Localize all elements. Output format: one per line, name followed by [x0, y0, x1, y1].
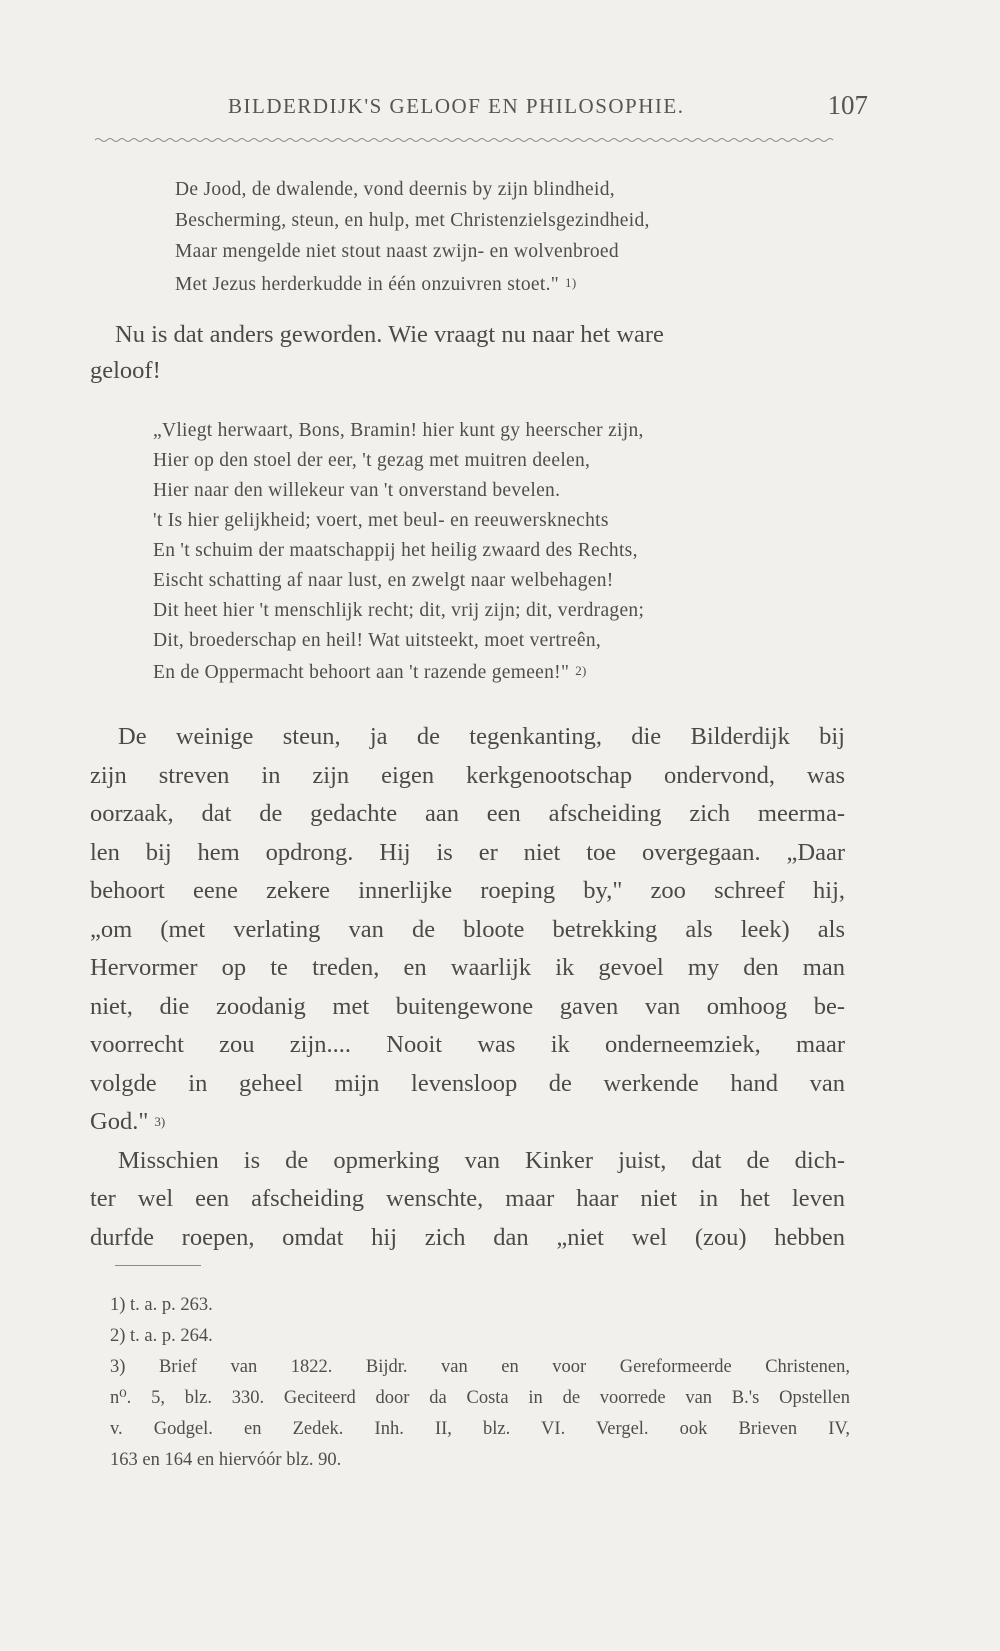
text-line: geloof!: [90, 357, 161, 384]
verse-quote-2: [153, 416, 644, 686]
text-line: Misschien is de opmerking van Kinker juist, dat de dich-: [118, 1146, 845, 1174]
footnote-3-cont: 163 en 164 en hiervóór blz. 90.: [110, 1450, 342, 1470]
verse-line: [153, 656, 644, 686]
verse-line: Maar mengelde niet stout naast zwijn- en wolvenbroed: [175, 241, 619, 262]
text-line: De weinige steun, ja de tegenkanting, die Bilderdijk bij: [118, 723, 845, 750]
text-line: behoort eene zekere innerlijke roeping by," zoo schreef hij,: [90, 877, 845, 904]
text-line: „om (met verlating van de bloote betrekking als leek) als: [90, 915, 845, 943]
verse-line: 't Is hier gelijkheid; voert, met beul- en reeuwersknechts: [153, 510, 609, 531]
running-title: BILDERDIJK'S GELOOF EN PHILOSOPHIE.: [228, 94, 685, 118]
header-rule: [95, 137, 835, 143]
text-line: [90, 1103, 845, 1142]
verse-line: En 't schuim der maatschappij het heilig zwaard des Rechts,: [153, 540, 638, 561]
text-line: niet, die zoodanig met buitengewone gaven van omhoog be-: [90, 992, 845, 1020]
text-line: len bij hem opdrong. Hij is er niet toe overgegaan. „Daar: [90, 838, 845, 866]
text-line: ter wel een afscheiding wenschte, maar haar niet in het leven: [90, 1185, 845, 1212]
text-line: voorrecht zou zijn.... Nooit was ik onderneemziek, maar: [90, 1031, 845, 1058]
footnote-3-cont: n⁰. 5, blz. 330. Geciteerd door da Costa in de voorrede van B.'s Opstellen: [110, 1388, 850, 1408]
verse-line: Hier naar den willekeur van 't onverstand bevelen.: [153, 480, 561, 501]
text-line: oorzaak, dat de gedachte aan een afscheiding zich meerma-: [90, 800, 845, 827]
footnote-3: 3) Brief van 1822. Bijdr. van en voor Gereformeerde Christenen,: [110, 1357, 850, 1377]
verse-line: De Jood, de dwalende, vond deernis by zijn blindheid,: [175, 179, 615, 200]
text-line: zijn streven in zijn eigen kerkgenootschap ondervond, was: [90, 761, 845, 789]
text-line: Nu is dat anders geworden. Wie vraagt nu naar het ware: [115, 321, 664, 348]
verse-line: „Vliegt herwaart, Bons, Bramin! hier kunt gy heerscher zijn,: [153, 420, 644, 441]
footnote-2: 2) t. a. p. 264.: [110, 1326, 213, 1346]
footnote-3-cont: v. Godgel. en Zedek. Inh. II, blz. VI. Vergel. ook Brieven IV,: [110, 1419, 850, 1439]
paragraph-2: [90, 718, 845, 1257]
verse-quote-1: [175, 174, 650, 298]
text-line-content: God.": [90, 1108, 149, 1135]
verse-line: [175, 267, 650, 298]
verse-line-text: Met Jezus herderkudde in één onzuivren stoet.": [175, 274, 560, 295]
verse-line-text: En de Oppermacht behoort aan 't razende gemeen!": [153, 662, 570, 683]
footnote-ref-2: 2): [575, 663, 587, 678]
verse-line: Hier op den stoel der eer, 't gezag met muitren deelen,: [153, 450, 591, 471]
footnotes: [110, 1290, 850, 1476]
verse-line: Eischt schatting af naar lust, en zwelgt naar welbehagen!: [153, 570, 614, 591]
running-header: [228, 90, 868, 126]
footnote-rule: [115, 1265, 201, 1266]
verse-line: Bescherming, steun, en hulp, met Christenzielsgezindheid,: [175, 210, 650, 231]
text-line: durfde roepen, omdat hij zich dan „niet wel (zou) hebben: [90, 1223, 845, 1251]
text-line: volgde in geheel mijn levensloop de werkende hand van: [90, 1069, 845, 1097]
footnote-ref-1: 1): [565, 275, 577, 290]
verse-line: Dit, broederschap en heil! Wat uitsteekt, moet vertreên,: [153, 630, 602, 651]
page-number: 107: [827, 90, 868, 120]
paragraph-1: [90, 317, 845, 389]
verse-line: Dit heet hier 't menschlijk recht; dit, vrij zijn; dit, verdragen;: [153, 600, 645, 621]
footnote-ref-3: 3): [154, 1114, 166, 1129]
footnote-1: 1) t. a. p. 263.: [110, 1295, 213, 1315]
text-line: Hervormer op te treden, en waarlijk ik gevoel my den man: [90, 954, 845, 981]
